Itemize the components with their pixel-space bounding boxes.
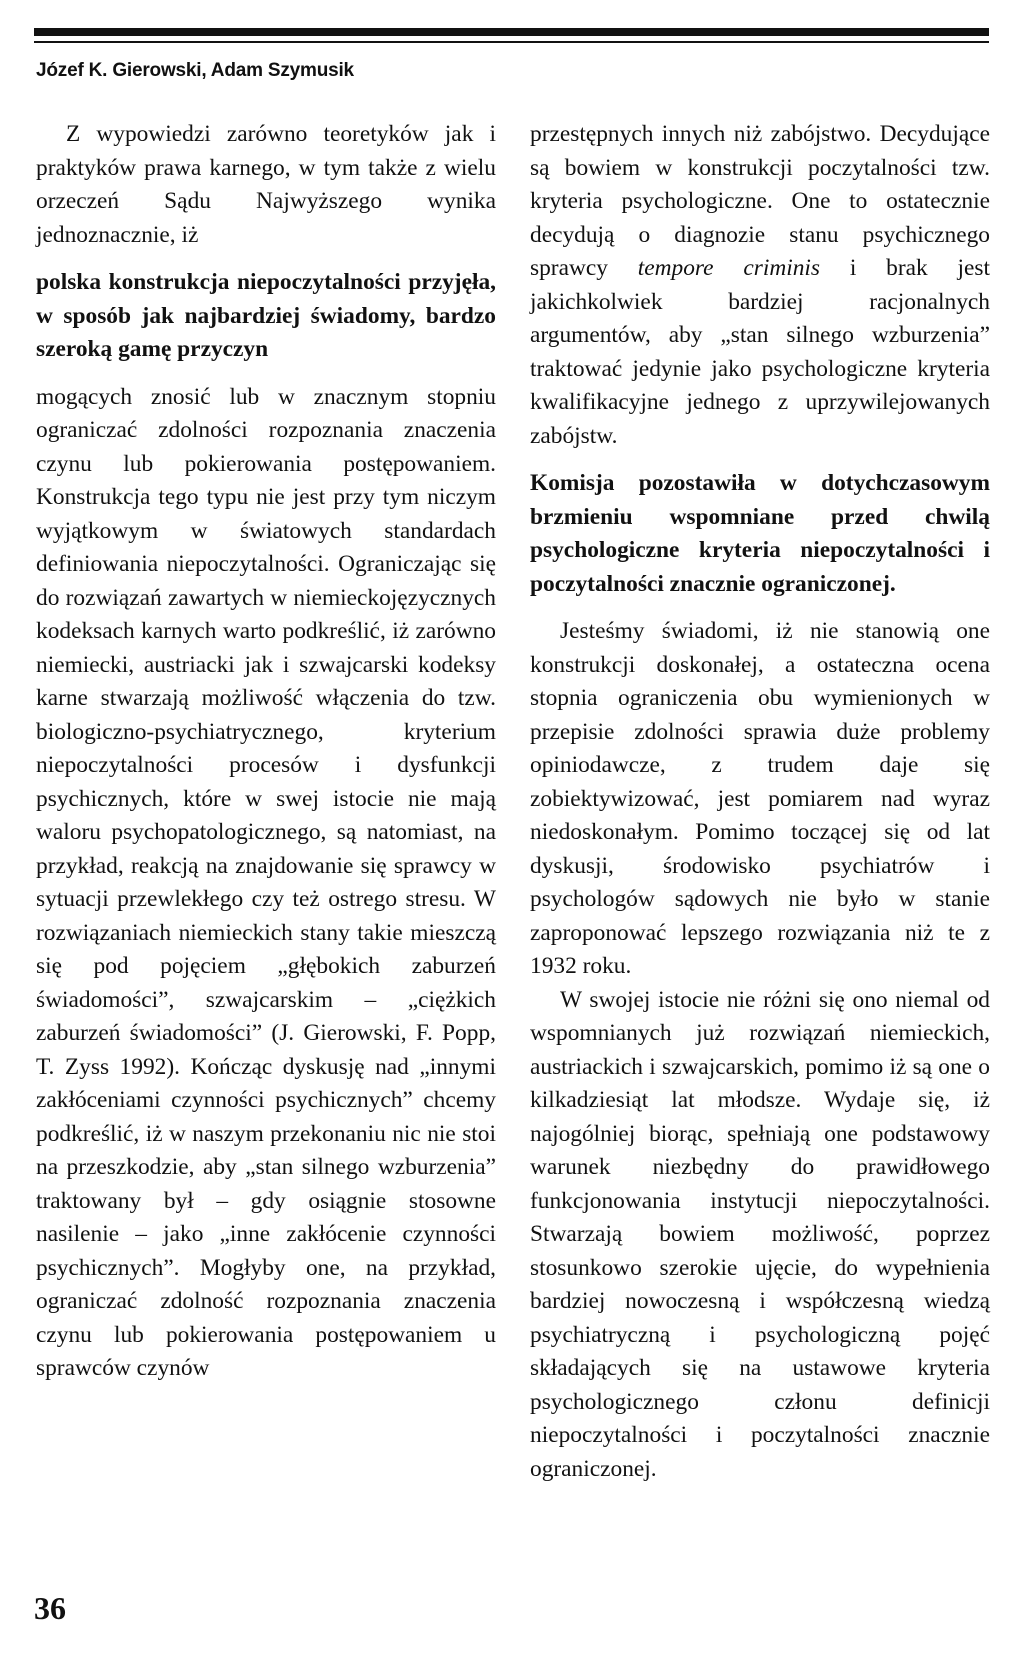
right-column (530, 118, 990, 1486)
right-paragraph-2: Jesteśmy świadomi, iż nie stanowią one konstrukcji doskonałej, a ostateczna ocena stopnia ograniczenia obu wymienionych w przepisie zdolności sprawia duże problemy opiniodawcze, z trudem daje się zobiektywizować, jest pomiarem nad wyraz niedoskonałym. Pomimo toczącej się od lat dyskusji, środowisko psychiatrów i psychologów sądowych nie było w stanie zaproponować lepszego rozwiązania niż te z 1932 roku. (530, 618, 990, 979)
right-paragraph-1-start: przestępnych innych niż zabójstwo. Decydujące są bowiem w konstrukcji poczytalności tzw. kryteria psychologiczne. One to ostatecznie decydują o diagnozie stanu psychicznego sprawcy (530, 121, 990, 281)
right-paragraph-1-italic: tempore criminis (637, 255, 821, 281)
left-bold-quote: polska konstrukcja niepoczytalności przyjęła, w sposób jak najbardziej świadomy, bardzo szeroką gamę przyczyn (36, 269, 496, 362)
right-paragraph-1-end: i brak jest jakichkolwiek bardziej racjonalnych argumentów, aby „stan silnego wzburzenia” traktować jedynie jako psychologiczne kryteria kwalifikacyjne jednego z uprzywilejowanych zabójstw. (530, 255, 990, 449)
right-bold-quote: Komisja pozostawiła w dotychczasowym brzmieniu wspomniane przed chwilą psychologiczne kryteria niepoczytalności i poczytalności znacznie ograniczonej. (530, 470, 990, 597)
header-rule-thick (34, 28, 989, 36)
left-column (36, 118, 496, 1386)
page-number: 36 (34, 1590, 66, 1626)
header-rule-thin (34, 41, 989, 43)
left-paragraph-1: Z wypowiedzi zarówno teoretyków jak i praktyków prawa karnego, w tym także z wielu orzeczeń Sądu Najwyższego wynika jednoznacznie, iż (36, 121, 496, 248)
running-head: Józef K. Gierowski, Adam Szymusik (36, 60, 354, 81)
right-paragraph-3: W swojej istocie nie różni się ono niemal od wspomnianych już rozwiązań niemieckich, austriackich i szwajcarskich, pomimo iż są one o kilkadziesiąt lat młodsze. Wydaje się, iż najogólniej biorąc, spełniają one podstawowy warunek niezbędny do prawidłowego funkcjonowania instytucji niepoczytalności. Stwarzają bowiem możliwość, poprzez stosunkowo szerokie ujęcie, do wypełnienia bardziej nowoczesną i współczesną wiedzą psychiatryczną i psychologiczną pojęć składających się na ustawowe kryteria psychologicznego członu definicji niepoczytalności i poczytalności znacznie ograniczonej. (530, 986, 990, 1482)
left-paragraph-2: mogących znosić lub w znacznym stopniu ograniczać zdolności rozpoznania znaczenia czynu lub pokierowania postępowaniem. Konstrukcja tego typu nie jest przy tym niczym wyjątkowym w światowych standardach definiowania niepoczytalności. Ograniczając się do rozwiązań zawartych w niemieckojęzycznych kodeksach karnych warto podkreślić, iż zarówno niemiecki, austriacki jak i szwajcarski kodeksy karne stwarzają możliwość włączenia do tzw. biologiczno-psychiatrycznego, kryterium niepoczytalności procesów i dysfunkcji psychicznych, które w swej istocie nie mają waloru psychopatologicznego, są natomiast, na przykład, reakcją na znajdowanie się sprawcy w sytuacji przewlekłego czy też ostrego stresu. W rozwiązaniach niemieckich stany takie mieszczą się pod pojęciem „głębokich zaburzeń świadomości”, szwajcarskim – „ciężkich zaburzeń świadomości” (J. Gierowski, F. Popp, T. Zyss 1992). Kończąc dyskusję nad „innymi zakłóceniami czynności psychicznych” chcemy podkreślić, iż w naszym przekonaniu nic nie stoi na przeszkodzie, aby „stan silnego wzburzenia” traktowany był – gdy osiągnie stosowne nasilenie – jako „inne zakłócenie czynności psychicznych”. Mogłyby one, na przykład, ograniczać zdolność rozpoznania znaczenia czynu lub pokierowania postępowaniem u sprawców czynów (36, 383, 496, 1381)
right-paragraph-1 (530, 118, 990, 453)
